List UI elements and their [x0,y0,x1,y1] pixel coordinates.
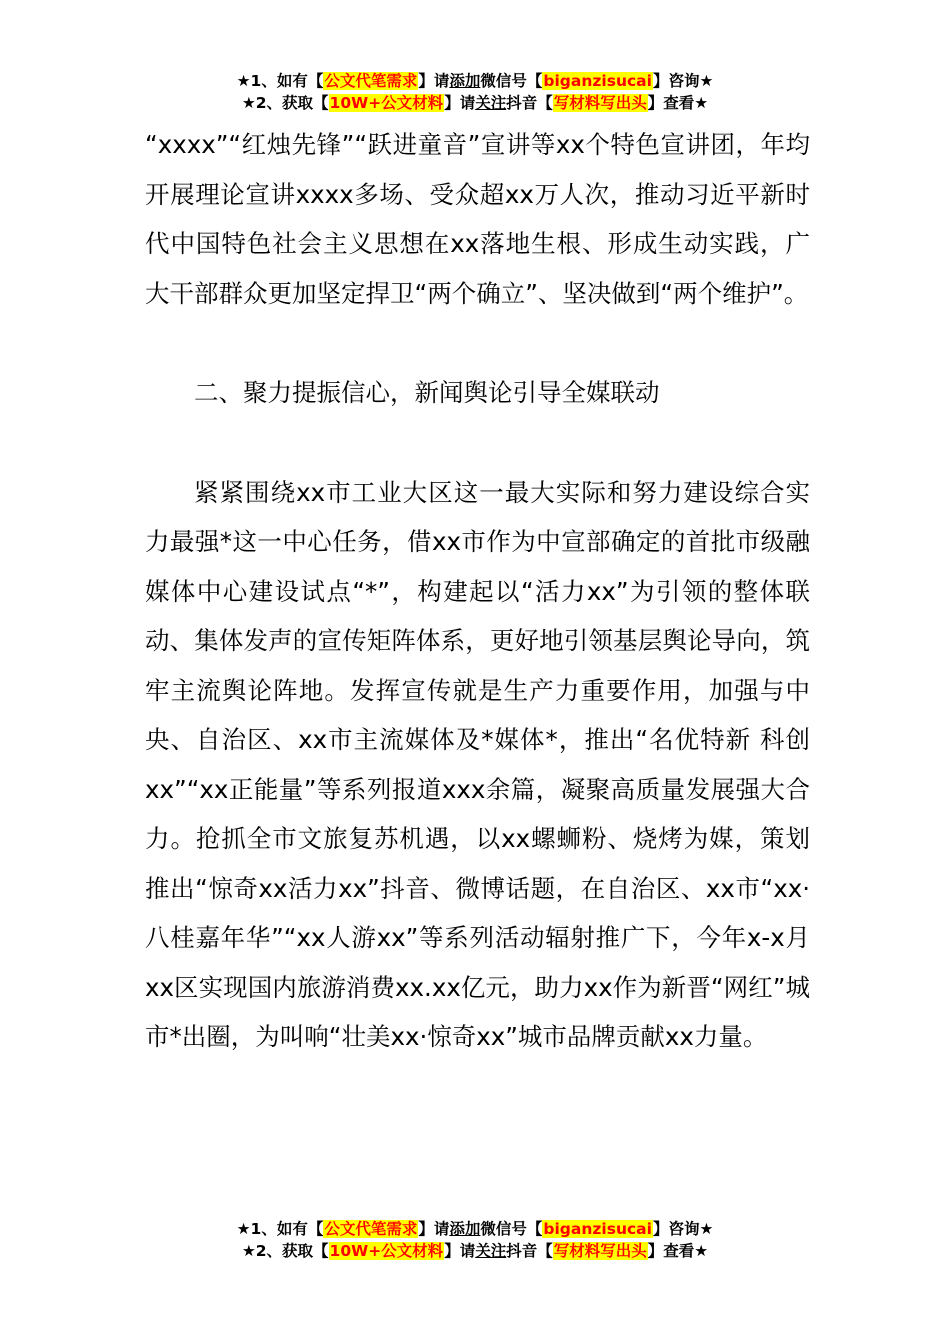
banner-line-2: ★2、获取【10W+公文材料】请关注抖音【写材料写出头】查看★ [241,1242,709,1260]
banner-highlight: 10W+公文材料 [329,1242,444,1260]
section-heading-2: 二、聚力提振信心，新闻舆论引导全媒联动 [194,378,660,407]
banner-highlight: 公文代笔需求 [324,72,418,90]
header-banner [0,70,950,114]
paragraph-2: 紧紧围绕xx市工业大区这一最大实际和努力建设综合实力最强*这一中心任务，借xx市作为中宣部确定的首批市级融媒体中心建设试点“*”，构建起以“活力xx”为引领的整体联动、集体发声的宣传矩阵体系，更好地引领基层舆论导向，筑牢主流舆论阵地。发挥宣传就是生产力重要作用，加强与中央、自治区、xx市主流媒体及*媒体*，推出“名优特新 科创xx”“xx正能量”等系列报道xxx余篇，凝聚高质量发展强大合力。抢抓全市文旅复苏机遇，以xx螺蛳粉、烧烤为媒，策划推出“惊奇xx活力xx”抖音、微博话题，在自治区、xx市“xx·八桂嘉年华”“xx人游xx”等系列活动辐射推广下，今年x-x月xx区实现国内旅游消费xx.xx亿元，助力xx作为新晋“网红”城市*出圈，为叫响“壮美xx·惊奇xx”城市品牌贡献xx力量。 [145,477,810,1051]
banner-line-1: ★1、如有【公文代笔需求】请添加微信号【biganzisucai】咨询★ [236,72,714,90]
paragraph-1: “xxxx”“红烛先锋”“跃进童音”宣讲等xx个特色宣讲团，年均开展理论宣讲xxxx多场、受众超xx万人次，推动习近平新时代中国特色社会主义思想在xx落地生根、形成生动实践，广大干部群众更加坚定捍卫“两个确立”、坚决做到“两个维护”。 [145,130,810,308]
spacer [145,418,810,468]
document-body [145,120,810,1062]
banner-highlight: 公文代笔需求 [324,1220,418,1238]
banner-highlight: 写材料写出头 [553,1242,647,1260]
banner-highlight: 写材料写出头 [553,94,647,112]
banner-highlight: biganzisucai [543,1220,652,1238]
banner-highlight: 10W+公文材料 [329,94,444,112]
footer-banner [0,1218,950,1262]
banner-line-2: ★2、获取【10W+公文材料】请关注抖音【写材料写出头】查看★ [241,94,709,112]
banner-line-1: ★1、如有【公文代笔需求】请添加微信号【biganzisucai】咨询★ [236,1220,714,1238]
banner-highlight: biganzisucai [543,72,652,90]
spacer [145,318,810,368]
